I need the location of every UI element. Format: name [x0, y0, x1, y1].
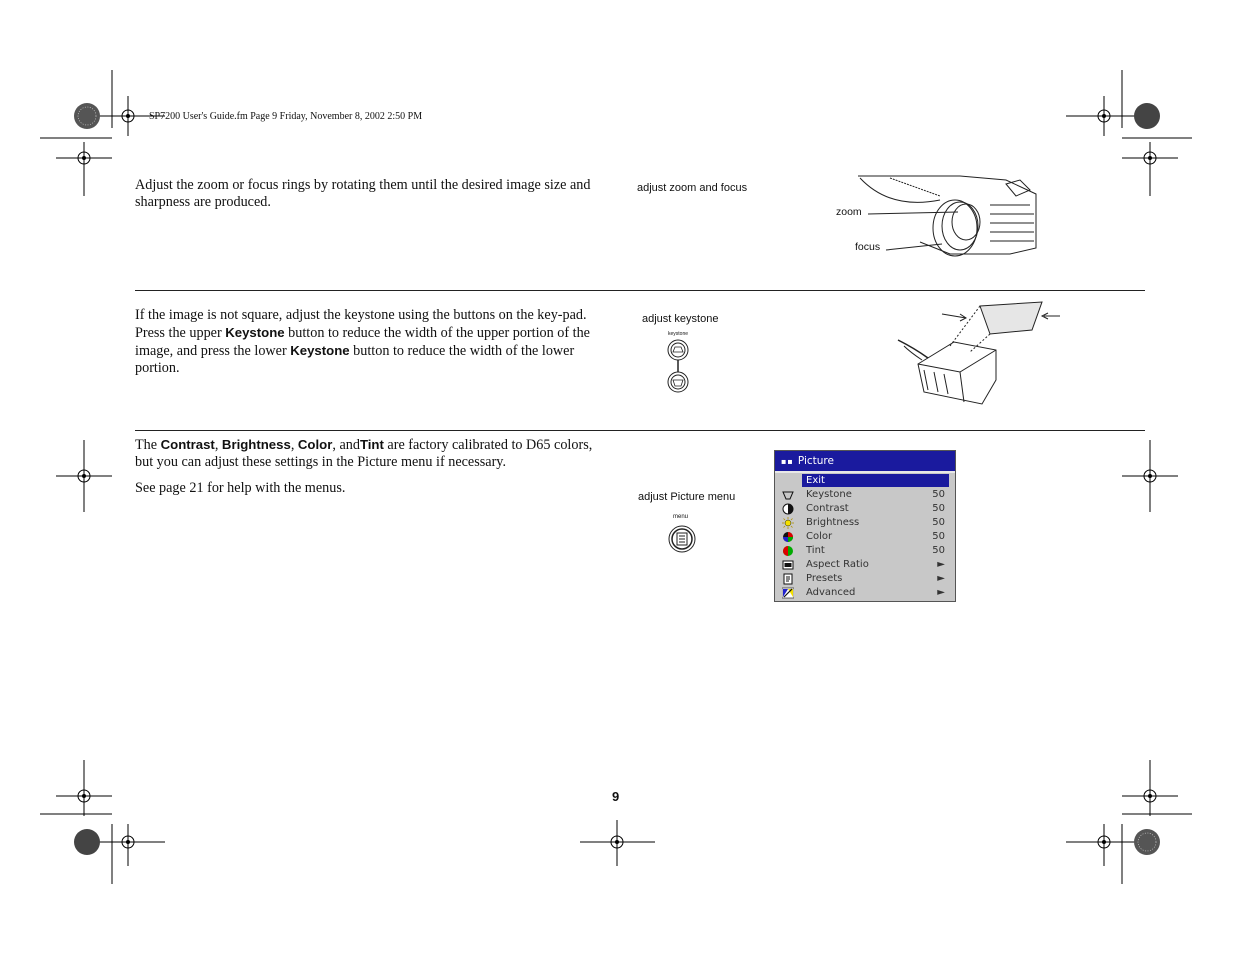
callout-focus: focus	[855, 241, 881, 253]
menus-help-paragraph: See page 21 for help with the menus.	[135, 480, 346, 496]
osd-item-advanced[interactable]: Advanced ►	[775, 586, 955, 600]
menu-button-icon	[667, 524, 697, 554]
osd-menu-title: ▪▪ Picture	[775, 451, 955, 473]
side-label-picture-menu: adjust Picture menu	[638, 491, 736, 503]
picture-osd-menu	[774, 450, 956, 602]
page-number: 9	[612, 789, 620, 804]
projector-keystone-illustration	[894, 300, 1074, 410]
presets-icon	[782, 573, 794, 585]
keystone-icon	[782, 489, 794, 501]
menu-button-caption: menu	[673, 514, 689, 520]
section-divider-2	[135, 430, 1145, 431]
osd-item-presets[interactable]: Presets ►	[775, 572, 955, 586]
side-label-zoom: adjust zoom and focus	[637, 182, 748, 194]
aspect-ratio-icon	[782, 559, 794, 571]
picture-paragraph: The Contrast, Brightness, Color, andTint are factory calibrated to D65 colors, but you can adjust these settings in the Picture menu if necessary.	[135, 437, 593, 470]
osd-item-color[interactable]: Color 50	[775, 530, 955, 544]
osd-exit-item[interactable]: Exit	[802, 474, 949, 487]
file-header: SP7200 User's Guide.fm Page 9 Friday, November 8, 2002 2:50 PM	[149, 111, 423, 122]
osd-item-aspect-ratio[interactable]: Aspect Ratio ►	[775, 558, 955, 572]
advanced-icon	[782, 587, 794, 599]
tint-icon	[782, 545, 794, 557]
keystone-buttons-icon	[664, 338, 694, 396]
osd-item-keystone[interactable]: Keystone 50	[775, 488, 955, 502]
osd-item-tint[interactable]: Tint 50	[775, 544, 955, 558]
callout-zoom: zoom	[836, 206, 862, 218]
side-label-keystone: adjust keystone	[642, 313, 719, 325]
osd-item-brightness[interactable]: Brightness 50	[775, 516, 955, 530]
color-icon	[782, 531, 794, 543]
brightness-icon	[782, 517, 794, 529]
zoom-paragraph: Adjust the zoom or focus rings by rotating them until the desired image size and sharpness are produced.	[135, 177, 591, 210]
section-divider	[135, 290, 1145, 291]
osd-item-contrast[interactable]: Contrast 50	[775, 502, 955, 516]
keystone-paragraph: If the image is not square, adjust the keystone using the buttons on the key-pad. Press the upper Keystone button to reduce the width of the upper portion of the image, and press the lower Keystone button to reduce the width of the lower portion.	[135, 307, 590, 376]
contrast-icon	[782, 503, 794, 515]
keystone-button-caption: keystone	[668, 331, 689, 337]
